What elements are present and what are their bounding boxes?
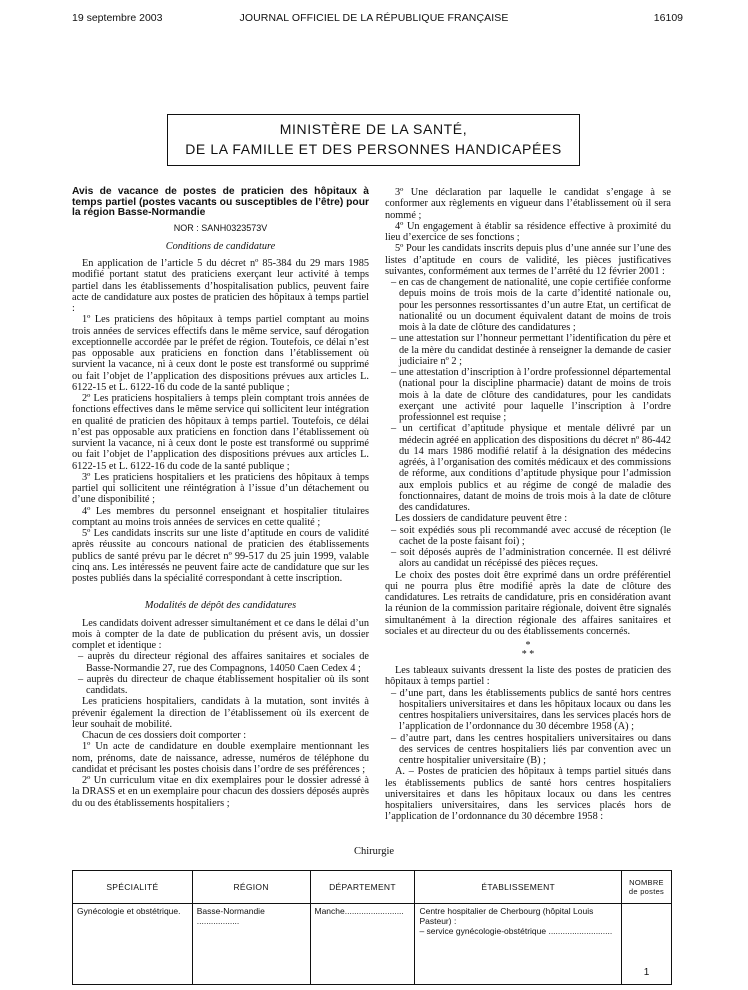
paragraph: En application de l’article 5 du décret nº 85-384 du 29 mars 1985 modifié portant statut des praticiens exerçant leur activité à temps partiel dans les établissements d’hospitalisation publics, peuvent faire acte de candidature aux postes de praticien des hôpitaux à temps partiel : [72, 258, 369, 314]
paragraph: 1º Un acte de candidature en double exemplaire mentionnant les nom, prénoms, date de naissance, adresse, numéros de téléphone du candidat et précisant les postes choisis dans l’ordre de ses préférences ; [72, 741, 369, 775]
star-line-2: * * [521, 649, 535, 660]
journal-title: JOURNAL OFFICIEL DE LA RÉPUBLIQUE FRANÇAISE [239, 12, 509, 24]
paragraph: Chacun de ces dossiers doit comporter : [82, 730, 247, 741]
list-item: – un certificat d’aptitude physique et mentale délivré par un médecin agréé en application des dispositions du décret nº 86-442 du 14 mars 1986 modifié relatif à la désignation des médecins agréés, à l’organisation des comités médicaux et des commissions de réforme, aux conditions d’aptitude physique pour l’admission aux emplois publics et au régime de congé de maladie des fonctionnaires, datant de moins de trois mois à la date de clôture des candidatures. [391, 423, 671, 513]
etablissement-line-1: Centre hospitalier de Cherbourg (hôpital Louis Pasteur) : [419, 906, 594, 926]
page-number: 16109 [653, 12, 683, 24]
paragraph: Les praticiens hospitaliers, candidats à la mutation, sont invités à prévenir également la direction de l’établissement où ils exercent de leur souhait de mobilité. [72, 696, 369, 730]
paragraph: 2º Un curriculum vitae en dix exemplaires pour le dossier adressé à la DRASS et en un exemplaire pour chacun des dossiers déposés auprès du ou des établissements hospitaliers ; [72, 775, 369, 809]
list-item: – soit déposés auprès de l’administration concernée. Il est délivré alors au candidat un récépissé des pièces reçues. [391, 547, 671, 570]
paragraph: Le choix des postes doit être exprimé dans un ordre préférentiel qui ne pourra plus être modifié après la date de clôture des candidatures. Les retraits de candidature, pris en considération avant la réunion de la commission paritaire régionale, doivent être signalés simultanément à la direction régionale des affaires sanitaires et sociales et au directeur du ou des établissements concernés. [385, 569, 671, 637]
list-item: – soit expédiés sous pli recommandé avec accusé de réception (le cachet de la poste faisant foi) ; [391, 524, 671, 547]
publication-date: 19 septembre 2003 [72, 12, 163, 24]
table-row [73, 904, 672, 985]
paragraph: Les tableaux suivants dressent la liste des postes de praticien des hôpitaux à temps partiel : [385, 665, 671, 688]
ministry-box [167, 114, 580, 166]
section-heading-modalites: Modalités de dépôt des candidatures [144, 600, 297, 612]
header-nombre [621, 871, 671, 904]
paragraph: 5º Pour les candidats inscrits depuis plus d’une année sur l’une des listes d’aptitude en cours de validité, les pièces justificatives suivantes, conformément aux termes de l’arrêté du 12 février 2001 : [385, 243, 671, 277]
list-item: – auprès du directeur de chaque établissement hospitalier où ils sont candidats. [78, 673, 369, 696]
paragraph: 4º Les membres du personnel enseignant et hospitalier titulaires comptant au moins trois années de services en cette qualité ; [72, 505, 369, 528]
section-separator [385, 641, 671, 659]
notice-title: Avis de vacance de postes de praticien des hôpitaux à temps partiel (postes vacants ou susceptibles de l’être) pour la région Basse-Normandie [72, 186, 369, 218]
paragraph: 2º Les praticiens hospitaliers à temps plein comptant trois années de fonctions effectives dans le même service qui sollicitent leur intégration en qualité de praticien des hôpitaux à temps partiel. Toutefois, ce délai n’est pas opposable aux praticiens en fonction dans l’établissement où survient la vacance, ni à ceux dont le poste est transformé ou supprimé ou fait l’objet de l’application des dispositions prévues aux articles L. 6122-15 et L. 6122-16 du code de la santé publique ; [72, 393, 369, 472]
table-caption: Chirurgie [353, 846, 395, 857]
header-region: RÉGION [192, 871, 310, 904]
header-nombre-line2: de postes [628, 887, 665, 896]
cell-specialite: Gynécologie et obstétrique. [73, 904, 193, 985]
header-etablissement: ÉTABLISSEMENT [415, 871, 622, 904]
cell-etablissement [415, 904, 622, 985]
right-column [385, 187, 671, 823]
nor-reference: NOR : SANH0323573V [173, 222, 268, 233]
etablissement-line-2: – service gynécologie-obstétrique ........................... [419, 926, 613, 936]
page-header [0, 0, 748, 30]
paragraph: 4º Un engagement à établir sa résidence effective à proximité du lieu d’exercice de ses fonctions ; [385, 220, 671, 243]
paragraph: 1º Les praticiens des hôpitaux à temps partiel comptant au moins trois années de services effectifs dans le même service, sauf dérogation exceptionnelle accordée par le préfet de région. Toutefois, ce délai n’est pas opposable aux praticiens en fonction dans l’établissement où survient la vacance, ni à ceux dont le poste est transformé ou supprimé ou fait l’objet de l’application des dispositions prévues aux articles L. 6122-15 et L. 6122-16 du code de la santé publique ; [72, 314, 369, 393]
ministry-line-2: DE LA FAMILLE ET DES PERSONNES HANDICAPÉES [185, 141, 562, 157]
cell-departement: Manche......................... [310, 904, 415, 985]
left-column [72, 187, 369, 809]
paragraph: A. – Postes de praticien des hôpitaux à temps partiel situés dans les établissements publics de santé hors centres hospitaliers universitaires et dans les hôpitaux locaux ou dans les centres hospitaliers universitaires, dans les services placés hors de l’application de l’ordonnance du 30 décembre 1958 : [385, 766, 671, 823]
header-departement: DÉPARTEMENT [310, 871, 415, 904]
section-heading-conditions: Conditions de candidature [165, 240, 276, 252]
star-line-1: * [525, 640, 531, 651]
cell-nombre: 1 [621, 904, 671, 985]
header-nombre-line1: NOMBRE [629, 878, 664, 887]
table-header-row [73, 871, 672, 904]
paragraph: 5º Les candidats inscrits sur une liste d’aptitude en cours de validité après réussite au concours national de praticien des établissements publics de santé prévu par le décret nº 99-517 du 25 juin 1999, valable cinq ans. Les intéressés ne peuvent faire acte de candidature que sur les postes publiés dans la spécialité correspondant à cette inscription. [72, 528, 369, 584]
list-item: – auprès du directeur régional des affaires sanitaires et sociales de Basse-Normandie 27, rue des Compagnons, 14050 Caen Cedex 4 ; [78, 651, 369, 674]
list-item: – une attestation d’inscription à l’ordre professionnel départemental (national pour la discipline pharmacie) datant de moins de trois mois à la date de clôture des candidatures, pour les candidats exerçant une activité pour laquelle l’inscription à l’ordre professionnel est requise ; [391, 367, 671, 423]
list-item: – en cas de changement de nationalité, une copie certifiée conforme depuis moins de trois mois de la carte d’identité nationale ou, pour les personnes ressortissantes d’un autre Etat, un certificat de nationalité ou un document équivalent datant de moins de trois mois à la date de clôture des candidatures ; [391, 277, 671, 333]
paragraph: 3º Une déclaration par laquelle le candidat s’engage à se conformer aux règlements en vigueur dans l’établissement où il sera nommé ; [385, 187, 671, 221]
header-specialite: SPÉCIALITÉ [73, 871, 193, 904]
list-item: – d’autre part, dans les centres hospitaliers universitaires ou dans des services de centres hospitaliers liés par convention avec un centre hospitalier universitaire (B) ; [391, 732, 671, 766]
paragraph: 3º Les praticiens hospitaliers et les praticiens des hôpitaux à temps partiel qui sollicitent une réintégration à l’issue d’un détachement ou d’une disponibilité ; [72, 471, 369, 506]
ministry-line-1: MINISTÈRE DE LA SANTÉ, [279, 121, 468, 137]
cell-region: Basse-Normandie .................. [192, 904, 310, 985]
postes-table [72, 870, 672, 985]
list-item: – une attestation sur l’honneur permettant l’identification du père et de la mère du candidat destinée à renseigner la demande de casier judiciaire nº 2 ; [391, 333, 671, 367]
paragraph: Les dossiers de candidature peuvent être : [395, 513, 568, 525]
list-item: – d’une part, dans les établissements publics de santé hors centres hospitaliers universitaires et dans les hôpitaux locaux ou dans les centres hospitaliers universitaires, dans les services placés hors de l’application de l’ordonnance du 30 décembre 1958 (A) ; [391, 687, 671, 733]
paragraph: Les candidats doivent adresser simultanément et ce dans le délai d’un mois à compter de la date de publication du présent avis, un dossier complet et identique : [72, 617, 369, 651]
